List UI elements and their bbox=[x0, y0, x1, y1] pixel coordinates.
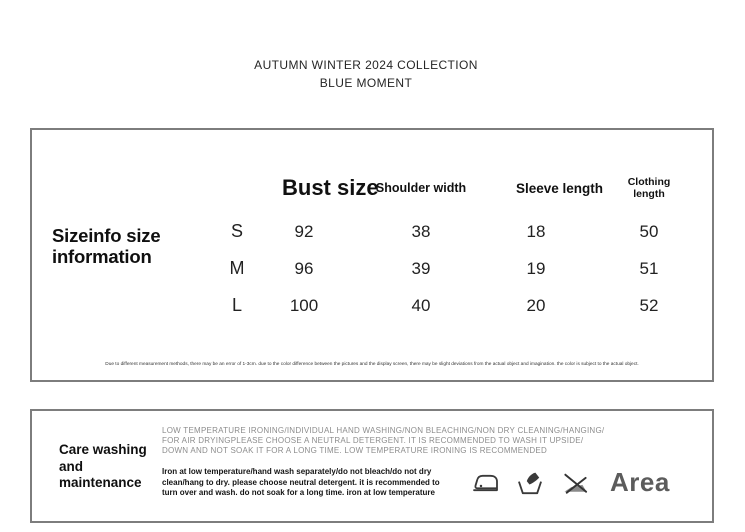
shoulder-value: 38 bbox=[411, 221, 431, 241]
column-header-bust: Bust size bbox=[282, 175, 379, 200]
bust-value: 100 bbox=[289, 295, 319, 315]
care-label: Care washing and maintenance bbox=[59, 442, 147, 490]
care-instructions-uppercase bbox=[162, 426, 682, 456]
size-table-header-row bbox=[192, 166, 742, 210]
care-lower-line: clean/hang to dry. please choose neutral detergent. it is recommended to bbox=[162, 477, 440, 487]
size-letter: L bbox=[231, 295, 242, 315]
laundry-care-icons bbox=[470, 471, 592, 495]
measurement-disclaimer: Due to different measurement methods, there may be an error of 1-3cm. due to the color difference between the pictures and the display screen, there may be slight deviations from the actual object and imagination. the color is subject to the actual object. bbox=[105, 360, 639, 367]
care-lower-line: Iron at low temperature/hand wash separately/do not bleach/do not dry bbox=[162, 467, 432, 476]
table-row-m bbox=[192, 250, 742, 287]
care-upper-line: FOR AIR DRYINGPLEASE CHOOSE A NEUTRAL DETERGENT. IT IS RECOMMENDED TO WASH IT UPSIDE/ bbox=[162, 436, 584, 445]
collection-title: AUTUMN WINTER 2024 COLLECTION bbox=[254, 58, 478, 72]
size-letter: M bbox=[229, 258, 245, 278]
no-wring-icon bbox=[559, 471, 592, 495]
shoulder-value: 39 bbox=[411, 258, 431, 278]
iron-icon bbox=[470, 471, 501, 494]
care-upper-line: LOW TEMPERATURE IRONING/INDIVIDUAL HAND WASHING/NON BLEACHING/NON DRY CLEANING/HANGING/ bbox=[162, 426, 605, 435]
care-upper-line: DOWN AND NOT SOAK IT FOR A LONG TIME. LOW TEMPERATURE IRONING IS RECOMMENDED bbox=[162, 446, 547, 455]
table-row-l bbox=[192, 287, 742, 324]
area-label: Area bbox=[610, 467, 670, 498]
size-info-label: Sizeinfo size information bbox=[52, 225, 161, 267]
size-table bbox=[192, 130, 742, 324]
bust-value: 96 bbox=[294, 258, 314, 278]
care-lower-row bbox=[162, 467, 700, 499]
column-header-clothing: Clothing length bbox=[627, 176, 671, 200]
size-letter: S bbox=[230, 221, 243, 241]
collection-subtitle: BLUE MOMENT bbox=[319, 75, 413, 90]
hand-wash-icon bbox=[516, 471, 544, 495]
collection-header bbox=[0, 57, 732, 92]
bust-value: 92 bbox=[294, 221, 314, 241]
care-panel bbox=[30, 409, 714, 523]
clothing-value: 52 bbox=[639, 295, 659, 315]
table-row-s bbox=[192, 213, 742, 250]
size-info-panel bbox=[30, 128, 714, 382]
sleeve-value: 20 bbox=[526, 295, 546, 315]
clothing-value: 51 bbox=[639, 258, 659, 278]
column-header-sleeve: Sleeve length bbox=[516, 180, 604, 196]
shoulder-value: 40 bbox=[411, 295, 431, 315]
sleeve-value: 19 bbox=[526, 258, 546, 278]
column-header-shoulder: Shoulder width bbox=[375, 181, 467, 195]
care-instructions-bold bbox=[162, 467, 454, 499]
sleeve-value: 18 bbox=[526, 221, 546, 241]
clothing-value: 50 bbox=[639, 221, 659, 241]
care-lower-line: turn over and wash. do not soak for a long time. iron at low temperature bbox=[162, 488, 435, 497]
